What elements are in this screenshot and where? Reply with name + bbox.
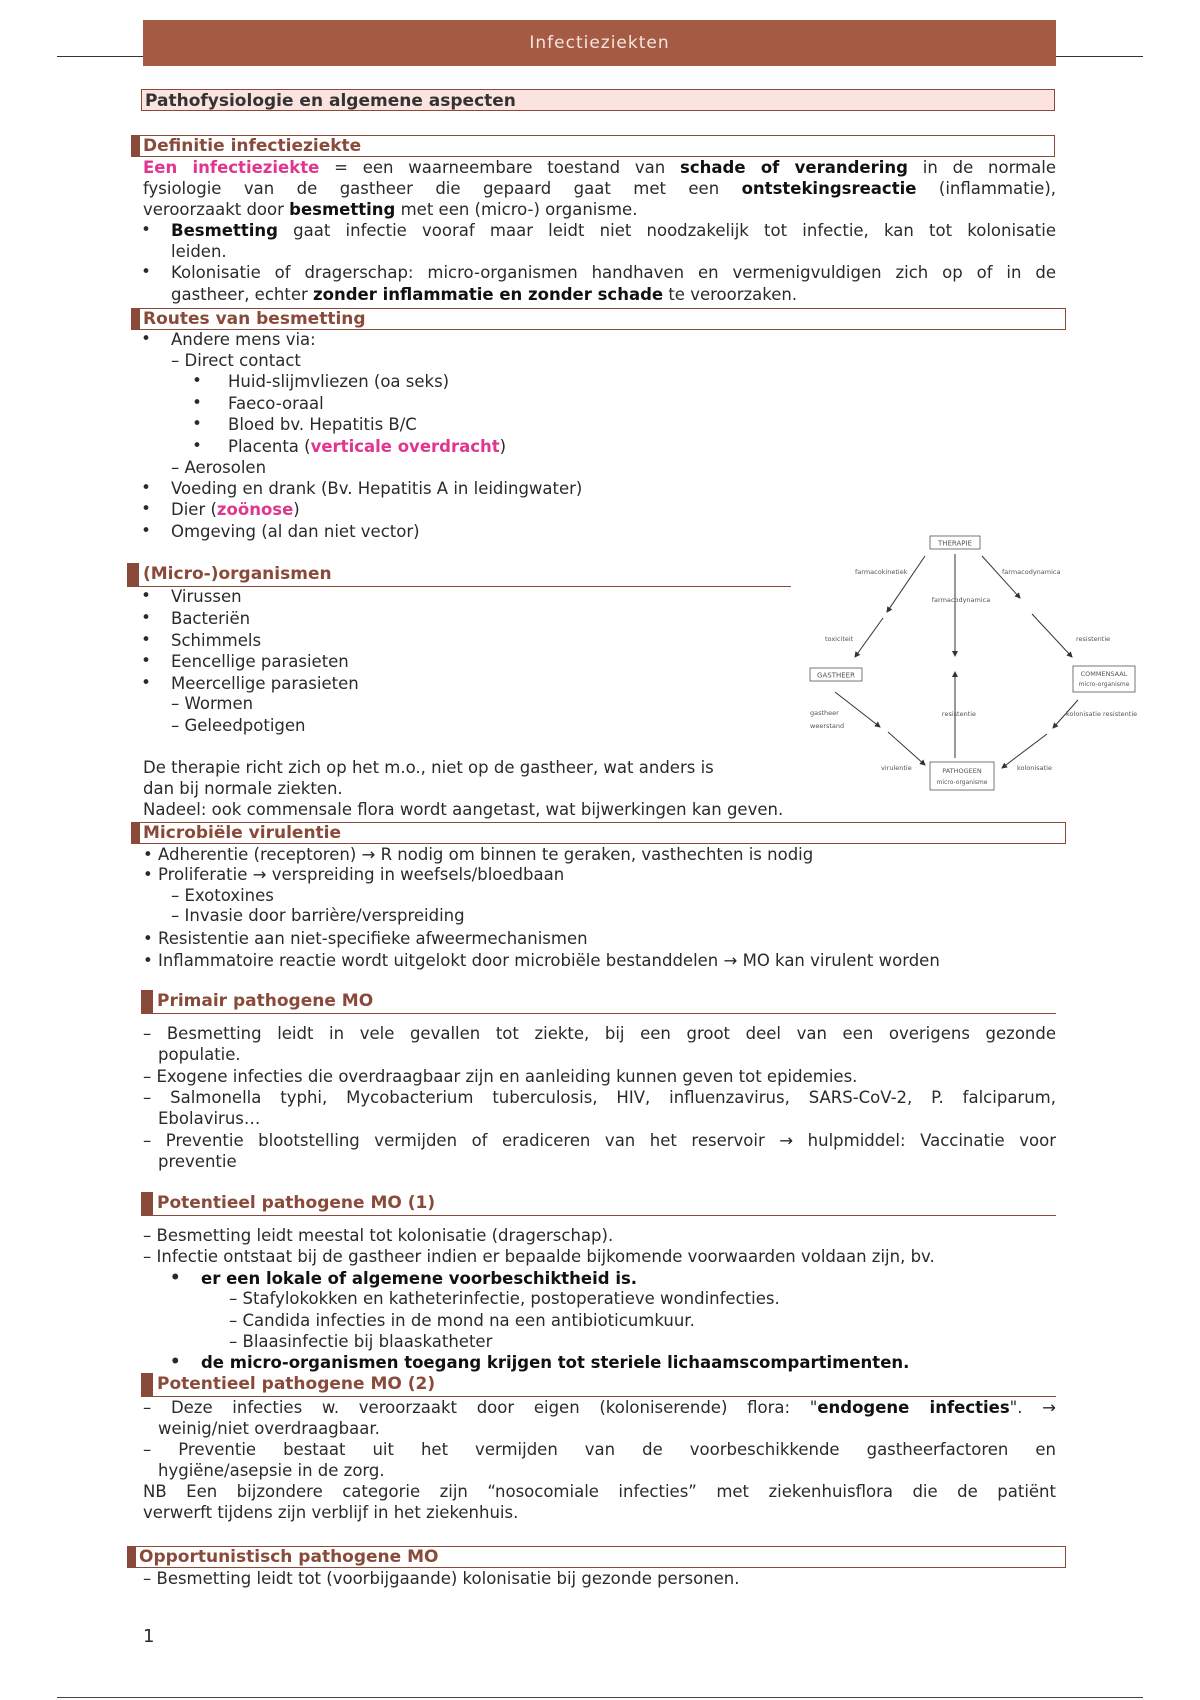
- organismen-item: Virussen: [171, 587, 242, 606]
- potentieel2-line-cont: verwerft tijdens zijn verblijf in het ziekenhuis.: [143, 1503, 519, 1522]
- label-weerstand: weerstand: [810, 722, 845, 730]
- potentieel1-bold-item: de micro-organismen toegang krijgen tot steriele lichaamscompartimenten.: [201, 1353, 910, 1372]
- primair-line: – Salmonella typhi, Mycobacterium tuberculosis, HIV, influenzavirus, SARS-CoV-2, P. falciparum,: [143, 1088, 1056, 1107]
- text: – Deze infecties w. veroorzaakt door eigen (koloniserende) flora: ": [143, 1398, 818, 1417]
- organismen-item: Meercellige parasieten: [171, 674, 359, 693]
- node-commensaal-sublabel: micro-organisme: [1078, 681, 1130, 688]
- text-bold: besmetting: [289, 200, 396, 219]
- potentieel1-sub: – Candida infecties in de mond na een antibioticumkuur.: [229, 1311, 695, 1330]
- potentieel2-line-cont: hygiëne/asepsie in de zorg.: [158, 1461, 385, 1480]
- potentieel1-bold-item: er een lokale of algemene voorbeschiktheid is.: [201, 1269, 638, 1288]
- organismen-item: Eencellige parasieten: [171, 652, 349, 671]
- arrow-farmacokinetiek: [887, 556, 925, 612]
- routes-subsub: Faeco-oraal: [228, 394, 324, 413]
- potentieel1-line: – Besmetting leidt meestal tot kolonisatie (dragerschap).: [143, 1226, 614, 1245]
- organismen-sub: – Wormen: [171, 694, 254, 713]
- section-heading-primair: Primair pathogene MO: [141, 990, 1056, 1014]
- primair-line: – Preventie blootstelling vermijden of eradiceren van het reservoir → hulpmiddel: Vaccinatie voor: [143, 1131, 1056, 1150]
- header-banner: Infectieziekten: [143, 20, 1056, 66]
- potentieel2-line: – Preventie bestaat uit het vermijden van de voorbeschikkende gastheerfactoren en: [143, 1440, 1056, 1459]
- bullet: •: [141, 478, 151, 497]
- definitie-line-3: [143, 199, 637, 220]
- bullet: •: [141, 262, 151, 281]
- routes-sub: – Direct contact: [171, 351, 301, 370]
- label-toxiciteit: toxiciteit: [825, 635, 854, 643]
- potentieel1-sub: – Blaasinfectie bij blaaskatheter: [229, 1332, 493, 1351]
- arrow-virulentie: [888, 732, 925, 765]
- node-pathogeen-sublabel: micro-organisme: [936, 779, 988, 786]
- definitie-line-2: [143, 178, 1056, 199]
- label-resistentie-right: resistentie: [1076, 635, 1111, 643]
- definitie-line-1: [143, 157, 1056, 178]
- routes-subsub: Huid-slijmvliezen (oa seks): [228, 372, 450, 391]
- node-commensaal-label: COMMENSAAL: [1080, 670, 1128, 678]
- virulentie-item: • Adherentie (receptoren) → R nodig om binnen te geraken, vasthechten is nodig: [143, 845, 814, 864]
- bullet: •: [192, 436, 202, 455]
- text: Dier (: [171, 500, 217, 519]
- footer-rule: [57, 1697, 1143, 1698]
- section-heading-routes: Routes van besmetting: [131, 308, 1066, 330]
- chapter-title: Pathofysiologie en algemene aspecten: [141, 89, 1055, 111]
- routes-subsub: Bloed bv. Hepatitis B/C: [228, 415, 417, 434]
- text: Placenta (: [228, 437, 311, 456]
- text-bold: schade of verandering: [680, 158, 908, 177]
- text: ): [293, 500, 300, 519]
- text: met een (micro-) organisme.: [395, 200, 638, 219]
- arrow-kolonisatie: [1002, 734, 1047, 768]
- potentieel1-sub: – Stafylokokken en katheterinfectie, postoperatieve wondinfecties.: [229, 1289, 780, 1308]
- label-farmacokinetiek: farmacokinetiek: [855, 568, 908, 576]
- text-bold: Besmetting: [171, 221, 278, 240]
- text: in de normale: [907, 158, 1056, 177]
- label-virulentie: virulentie: [881, 764, 912, 772]
- bullet: •: [170, 1352, 181, 1371]
- primair-line: – Exogene infecties die overdraagbaar zijn en aanleiding kunnen geven tot epidemies.: [143, 1067, 858, 1086]
- organismen-item: Bacteriën: [171, 609, 251, 628]
- routes-subsub: [228, 436, 506, 457]
- routes-item: Omgeving (al dan niet vector): [171, 522, 420, 541]
- term-verticale-overdracht: verticale overdracht: [310, 437, 500, 456]
- text-bold: ontstekingsreactie: [741, 179, 917, 198]
- definitie-bullet-2-cont: [171, 284, 797, 305]
- definitie-bullet-2: Kolonisatie of dragerschap: micro-organismen handhaven en vermenigvuldigen zich op of in de: [171, 263, 1056, 282]
- term-zoonose: zoönose: [216, 500, 294, 519]
- term-infectieziekte: Een infectieziekte: [143, 158, 320, 177]
- section-heading-potentieel-2: Potentieel pathogene MO (2): [141, 1373, 1056, 1397]
- virulentie-sub: – Invasie door barrière/verspreiding: [171, 906, 465, 925]
- label-kolonisatie-resistentie: kolonisatie resistentie: [1066, 710, 1138, 718]
- section-heading-virulentie: Microbiële virulentie: [131, 822, 1066, 844]
- bullet: •: [192, 393, 202, 412]
- text: ): [499, 437, 507, 456]
- section-heading-organismen: (Micro-)organismen: [127, 563, 791, 587]
- definitie-bullet-1: [171, 220, 1056, 241]
- organismen-sub: – Geleedpotigen: [171, 716, 306, 735]
- routes-item: Voeding en drank (Bv. Hepatitis A in leidingwater): [171, 479, 583, 498]
- bullet: •: [141, 673, 151, 692]
- organismen-paragraph: Nadeel: ook commensale flora wordt aangetast, wat bijwerkingen kan geven.: [143, 800, 784, 819]
- bullet: •: [141, 651, 151, 670]
- potentieel2-line-cont: weinig/niet overdraagbaar.: [158, 1419, 380, 1438]
- text: gaat infectie vooraf maar leidt niet noodzakelijk tot infectie, kan tot kolonisatie: [277, 221, 1056, 240]
- primair-line: – Besmetting leidt in vele gevallen tot ziekte, bij een groot deel van een overigens gezonde: [143, 1024, 1056, 1043]
- potentieel2-line: NB Een bijzondere categorie zijn “nosocomiale infecties” met ziekenhuisflora die de patiënt: [143, 1482, 1056, 1501]
- potentieel2-line: [143, 1397, 1056, 1418]
- definitie-bullet-1-cont: leiden.: [171, 242, 227, 261]
- node-therapie-label: THERAPIE: [937, 539, 973, 548]
- primair-line-cont: Ebolavirus…: [158, 1109, 261, 1128]
- section-heading-opportunistisch: Opportunistisch pathogene MO: [127, 1546, 1066, 1568]
- text-bold: endogene infecties: [817, 1398, 1010, 1417]
- bullet: •: [141, 329, 151, 348]
- bullet: •: [141, 521, 151, 540]
- routes-item: [171, 499, 300, 520]
- bullet: •: [141, 220, 151, 239]
- node-pathogeen-label: PATHOGEEN: [942, 767, 982, 775]
- bullet: •: [141, 608, 151, 627]
- potentieel1-line: – Infectie ontstaat bij de gastheer indien er bepaalde bijkomende voorwaarden voldaan zijn, bv.: [143, 1247, 935, 1266]
- arrow-toxiciteit: [855, 618, 883, 657]
- text: ". →: [1009, 1398, 1057, 1417]
- label-resistentie-center: resistentie: [941, 710, 977, 718]
- virulentie-sub: – Exotoxines: [171, 886, 274, 905]
- arrow-farmacodynamica: [982, 556, 1020, 598]
- routes-sub: – Aerosolen: [171, 458, 267, 477]
- text-bold: zonder inflammatie en zonder schade: [313, 285, 664, 304]
- opportunistisch-line: – Besmetting leidt tot (voorbijgaande) kolonisatie bij gezonde personen.: [143, 1569, 740, 1588]
- bullet: •: [141, 630, 151, 649]
- node-gastheer-label: GASTHEER: [817, 671, 855, 680]
- text: (inflammatie),: [916, 179, 1057, 198]
- primair-line-cont: preventie: [158, 1152, 237, 1171]
- virulentie-item: • Proliferatie → verspreiding in weefsels/bloedbaan: [143, 865, 565, 884]
- label-farmacodynamica-center: farmacodynamica: [931, 596, 991, 604]
- page-number: 1: [143, 1626, 155, 1647]
- virulentie-item: • Resistentie aan niet-specifieke afweermechanismen: [143, 929, 588, 948]
- bullet: •: [192, 414, 202, 433]
- arrow-resistentie: [1032, 614, 1072, 657]
- therapy-triangle-diagram: [795, 532, 1145, 794]
- label-gastheer: gastheer: [810, 709, 839, 717]
- organismen-paragraph: dan bij normale ziekten.: [143, 779, 343, 798]
- virulentie-item: • Inflammatoire reactie wordt uitgelokt door microbiële bestanddelen → MO kan virulent worden: [143, 951, 940, 970]
- text: fysiologie van de gastheer die gepaard gaat met een: [143, 179, 742, 198]
- bullet: •: [192, 371, 202, 390]
- label-kolonisatie: kolonisatie: [1017, 764, 1052, 772]
- text: te veroorzaken.: [663, 285, 798, 304]
- routes-item: Andere mens via:: [171, 330, 316, 349]
- label-farmacodynamica-right: farmacodynamica: [1002, 568, 1061, 576]
- section-heading-definitie: Definitie infectieziekte: [131, 135, 1055, 157]
- bullet: •: [141, 586, 151, 605]
- organismen-paragraph: De therapie richt zich op het m.o., niet op de gastheer, wat anders is: [143, 758, 714, 777]
- text: = een waarneembare toestand van: [319, 158, 681, 177]
- text: gastheer, echter: [171, 285, 314, 304]
- organismen-item: Schimmels: [171, 631, 262, 650]
- text: veroorzaakt door: [143, 200, 290, 219]
- bullet: •: [141, 499, 151, 518]
- primair-line-cont: populatie.: [158, 1045, 241, 1064]
- bullet: •: [170, 1268, 181, 1287]
- section-heading-potentieel-1: Potentieel pathogene MO (1): [141, 1192, 1056, 1216]
